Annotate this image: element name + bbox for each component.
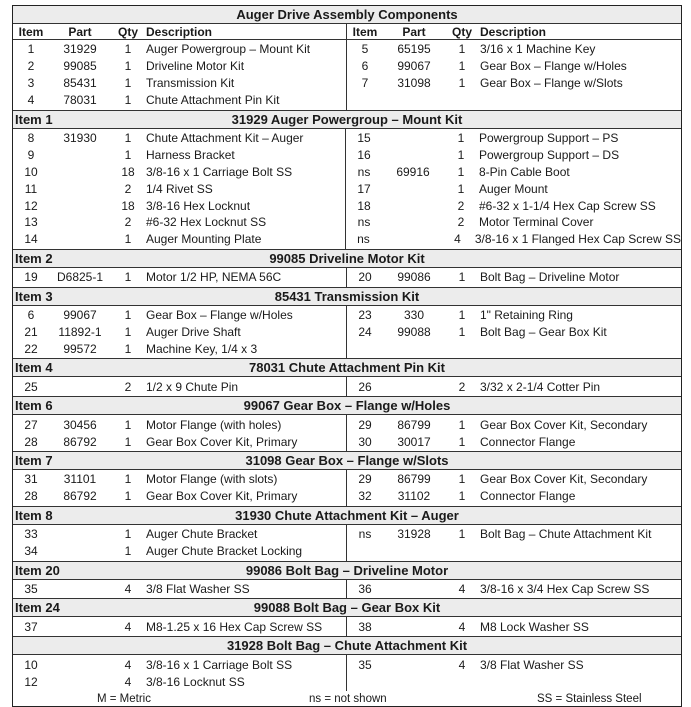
item-number: 6 — [361, 59, 369, 74]
description: 1" Retaining Ring — [480, 308, 573, 323]
item-number: 30 — [358, 434, 372, 449]
section-body — [13, 129, 681, 250]
item-number: ns — [357, 232, 370, 247]
item-number: 33 — [24, 527, 38, 542]
description: Gear Box – Flange w/Slots — [480, 76, 623, 91]
item-number: 11 — [24, 181, 38, 196]
section-right-column — [347, 415, 681, 451]
part-number: 31928 — [397, 527, 431, 542]
quantity: 1 — [457, 164, 465, 179]
section-item-label: Item 24 — [15, 600, 60, 616]
section-item-label: Item 7 — [15, 453, 53, 469]
quantity: 1 — [124, 131, 132, 145]
quantity: 2 — [458, 379, 466, 394]
section-left-column — [13, 525, 347, 561]
section-right-column — [346, 129, 681, 249]
description: 3/8-16 x 3/4 Hex Cap Screw SS — [480, 582, 650, 597]
table-row — [13, 197, 345, 214]
item-number: 28 — [24, 434, 38, 449]
item-number: 25 — [24, 379, 38, 394]
part-number: 65195 — [397, 42, 431, 57]
table-row — [347, 433, 681, 450]
quantity: 1 — [458, 76, 466, 91]
quantity: 4 — [454, 232, 461, 247]
header-part: Part — [68, 24, 92, 39]
part-number: 86799 — [397, 417, 431, 432]
part-number: 30017 — [397, 434, 431, 449]
section-header — [13, 452, 681, 470]
section-right-column — [347, 580, 681, 599]
description: 3/8-16 Locknut SS — [146, 674, 245, 689]
item-number: 38 — [358, 619, 372, 634]
quantity: 2 — [457, 215, 465, 230]
item-number: 15 — [357, 131, 371, 145]
section-header — [13, 599, 681, 617]
part-number: 99572 — [63, 341, 97, 356]
part-number: 31101 — [63, 472, 97, 487]
description: Gear Box Cover Kit, Primary — [146, 489, 298, 504]
legend-stainless: SS = Stainless Steel — [537, 692, 642, 705]
quantity: 2 — [457, 198, 465, 213]
item-number: 16 — [357, 147, 371, 162]
quantity: 1 — [458, 527, 466, 542]
section-body — [13, 617, 681, 637]
item-number: 28 — [24, 489, 38, 504]
section-title: 78031 Chute Attachment Pin Kit — [248, 360, 445, 376]
description: 3/8-16 Hex Locknut — [146, 198, 251, 213]
quantity: 1 — [124, 308, 132, 323]
header-description: Description — [480, 24, 547, 39]
quantity: 4 — [458, 619, 466, 634]
column-header-right — [347, 24, 681, 40]
quantity: 1 — [124, 489, 132, 504]
header-qty: Qty — [117, 24, 138, 39]
description: Gear Box Cover Kit, Secondary — [480, 417, 648, 432]
table-row — [347, 41, 681, 58]
item-number: 9 — [27, 147, 35, 162]
quantity: 1 — [458, 325, 466, 340]
item-number: 12 — [24, 674, 38, 689]
item-number: 23 — [358, 308, 372, 323]
table-row — [13, 324, 346, 341]
section-left-column — [13, 268, 347, 287]
table-row — [13, 340, 346, 357]
description: Auger Mounting Plate — [146, 232, 262, 247]
description: 8-Pin Cable Boot — [479, 164, 570, 179]
description: Bolt Bag – Chute Attachment Kit — [480, 527, 652, 542]
item-number: 36 — [358, 582, 372, 597]
section-header — [13, 288, 681, 306]
item-number: 18 — [357, 198, 371, 213]
section-left-column — [13, 129, 346, 249]
item-number: 35 — [358, 657, 372, 672]
section-title: 99067 Gear Box – Flange w/Holes — [243, 398, 451, 414]
table-row — [13, 269, 346, 286]
part-number: 330 — [403, 308, 425, 323]
item-number: 2 — [27, 59, 35, 74]
item-number: 31 — [24, 472, 38, 487]
section-body — [13, 306, 681, 360]
item-number: 12 — [24, 198, 38, 213]
description: Chute Attachment Pin Kit — [146, 93, 280, 108]
table-row — [13, 41, 346, 58]
section-item-label: Item 8 — [15, 507, 53, 523]
section-title: 99085 Driveline Motor Kit — [269, 250, 425, 266]
description: Gear Box – Flange w/Holes — [480, 59, 627, 74]
table-row — [13, 581, 346, 598]
item-number: 3 — [27, 76, 35, 91]
table-row — [13, 92, 346, 109]
description: Auger Powergroup – Mount Kit — [146, 42, 311, 57]
header-description: Description — [146, 24, 213, 39]
table-row — [347, 324, 681, 341]
part-number: 69916 — [396, 164, 430, 179]
description: 1/2 x 9 Chute Pin — [146, 379, 239, 394]
table-row — [13, 180, 345, 197]
section-right-column — [347, 525, 681, 561]
part-number: 99088 — [397, 325, 431, 340]
item-number: 32 — [358, 489, 372, 504]
quantity: 4 — [124, 674, 132, 689]
legend-not-shown: ns = not shown — [309, 692, 387, 705]
table-row — [346, 197, 681, 214]
part-number: 31929 — [63, 42, 97, 57]
section-right-column — [347, 470, 681, 506]
section-item-label: Item 2 — [15, 250, 53, 266]
description: 1/4 Rivet SS — [146, 181, 213, 196]
table-row — [347, 618, 681, 635]
section-header — [13, 111, 681, 129]
item-number: 26 — [358, 379, 372, 394]
quantity: 1 — [458, 270, 466, 285]
section-item-label: Item 3 — [15, 288, 53, 304]
quantity: 1 — [124, 417, 132, 432]
description: 3/8-16 x 1 Flanged Hex Cap Screw SS — [474, 232, 681, 247]
item-number: 24 — [358, 325, 372, 340]
section-item-label: Item 20 — [15, 562, 60, 578]
quantity: 1 — [458, 472, 466, 487]
header-qty: Qty — [451, 24, 472, 39]
table-row — [13, 130, 345, 147]
table-row — [13, 656, 346, 673]
table-row — [13, 307, 346, 324]
part-number: 99085 — [63, 59, 97, 74]
item-number: 21 — [24, 325, 38, 340]
table-row — [346, 163, 681, 180]
table-row — [13, 416, 346, 433]
description: 3/8 Flat Washer SS — [146, 582, 250, 597]
section-left-column — [13, 415, 347, 451]
section-title: 85431 Transmission Kit — [274, 288, 420, 304]
section-right-column — [347, 655, 681, 691]
description: Auger Drive Shaft — [146, 325, 241, 340]
quantity: 1 — [124, 76, 132, 91]
quantity: 1 — [124, 42, 132, 57]
table-row — [347, 307, 681, 324]
part-number: 86792 — [63, 434, 97, 449]
quantity: 2 — [124, 215, 132, 230]
quantity: 1 — [124, 341, 132, 356]
section-header — [13, 507, 681, 525]
description: Gear Box Cover Kit, Secondary — [480, 472, 648, 487]
quantity: 1 — [124, 93, 132, 108]
description: Bolt Bag – Driveline Motor — [480, 270, 620, 285]
item-number: ns — [357, 215, 371, 230]
header-item: Item — [352, 24, 378, 39]
legend-footer — [13, 691, 681, 706]
part-number: 30456 — [63, 417, 97, 432]
table-row — [13, 488, 346, 505]
section-right-column — [347, 617, 681, 636]
table-row — [347, 378, 681, 395]
item-number: 19 — [24, 270, 38, 285]
table-row — [13, 471, 346, 488]
quantity: 4 — [458, 582, 466, 597]
quantity: 1 — [457, 131, 465, 145]
section-header — [13, 359, 681, 377]
description: Connector Flange — [480, 434, 576, 449]
description: Transmission Kit — [146, 76, 235, 91]
legend-metric: M = Metric — [97, 692, 151, 705]
section-item-label: Item 6 — [15, 398, 53, 414]
part-number: 31098 — [397, 76, 431, 91]
item-number: 4 — [27, 93, 35, 108]
description: Auger Mount — [479, 181, 548, 196]
table-row — [13, 673, 346, 690]
item-number: 13 — [24, 215, 38, 230]
table-row — [347, 526, 681, 543]
description: Motor Flange (with slots) — [146, 472, 278, 487]
description: 3/32 x 2-1/4 Cotter Pin — [480, 379, 601, 394]
section-title: 31928 Bolt Bag – Chute Attachment Kit — [226, 638, 468, 654]
table-title: Auger Drive Assembly Components — [13, 6, 681, 24]
description: M8-1.25 x 16 Hex Cap Screw SS — [146, 619, 323, 634]
description: Bolt Bag – Gear Box Kit — [480, 325, 607, 340]
description: Motor 1/2 HP, NEMA 56C — [146, 270, 282, 285]
description: 3/8-16 x 1 Carriage Bolt SS — [146, 657, 293, 672]
quantity: 2 — [124, 181, 132, 196]
header-item: Item — [18, 24, 44, 39]
item-number: 8 — [27, 131, 35, 145]
quantity: 4 — [124, 657, 132, 672]
quantity: 18 — [121, 164, 135, 179]
description: Connector Flange — [480, 489, 576, 504]
description: Auger Chute Bracket — [146, 527, 258, 542]
item-number: ns — [358, 527, 372, 542]
section-body — [13, 377, 681, 397]
table-row — [13, 618, 346, 635]
table-row — [13, 433, 346, 450]
quantity: 1 — [124, 544, 132, 559]
section-header — [13, 637, 681, 655]
table-row — [13, 146, 345, 163]
item-number: 5 — [361, 42, 369, 57]
section-title: 99086 Bolt Bag – Driveline Motor — [245, 562, 449, 578]
item-number: 14 — [24, 232, 38, 247]
quantity: 1 — [124, 434, 132, 449]
item-number: 29 — [358, 417, 372, 432]
section-item-label: Item 4 — [15, 360, 53, 376]
section-body — [13, 655, 681, 691]
main-components-body — [13, 40, 681, 111]
section-header — [13, 250, 681, 268]
table-row — [346, 146, 681, 163]
column-header-left — [13, 24, 347, 40]
description: Driveline Motor Kit — [146, 59, 245, 74]
table-row — [347, 471, 681, 488]
table-row — [13, 231, 345, 248]
item-number: 20 — [358, 270, 372, 285]
description: 3/16 x 1 Machine Key — [480, 42, 596, 57]
table-row — [13, 58, 346, 75]
section-left-column — [13, 306, 347, 359]
quantity: 1 — [457, 147, 465, 162]
part-number: 99067 — [397, 59, 431, 74]
quantity: 4 — [124, 582, 132, 597]
section-body — [13, 470, 681, 507]
description: Motor Flange (with holes) — [146, 417, 282, 432]
part-number: 78031 — [63, 93, 97, 108]
table-row — [347, 656, 681, 673]
quantity: 1 — [124, 232, 132, 247]
quantity: 1 — [124, 270, 132, 285]
section-title: 99088 Bolt Bag – Gear Box Kit — [253, 600, 441, 616]
item-number: 10 — [24, 657, 38, 672]
section-left-column — [13, 617, 347, 636]
part-number: D6825-1 — [56, 270, 104, 285]
item-number: 27 — [24, 417, 38, 432]
part-number: 31102 — [397, 489, 431, 504]
section-header — [13, 562, 681, 580]
quantity: 4 — [458, 657, 466, 672]
quantity: 1 — [458, 417, 466, 432]
section-left-column — [13, 377, 347, 396]
section-body — [13, 415, 681, 452]
table-row — [346, 130, 681, 147]
header-part: Part — [402, 24, 426, 39]
part-number: 31930 — [63, 131, 97, 145]
section-right-column — [347, 306, 681, 359]
item-number: ns — [357, 164, 371, 179]
section-right-column — [347, 377, 681, 396]
table-row — [13, 378, 346, 395]
table-row — [13, 214, 345, 231]
part-number: 11892-1 — [58, 325, 102, 340]
description: Powergroup Support – PS — [479, 131, 619, 145]
quantity: 1 — [124, 325, 132, 340]
main-components-right — [347, 40, 681, 110]
section-title: 31930 Chute Attachment Kit – Auger — [235, 507, 459, 523]
quantity: 1 — [124, 147, 132, 162]
description: #6-32 Hex Locknut SS — [146, 215, 267, 230]
section-right-column — [347, 268, 681, 287]
item-number: 7 — [361, 76, 369, 91]
table-row — [347, 488, 681, 505]
item-number: 17 — [357, 181, 371, 196]
description: Harness Bracket — [146, 147, 235, 162]
quantity: 1 — [458, 42, 466, 57]
section-body — [13, 268, 681, 288]
section-left-column — [13, 580, 347, 599]
part-number: 86799 — [397, 472, 431, 487]
table-row — [346, 180, 681, 197]
description: Chute Attachment Kit – Auger — [146, 131, 304, 145]
table-row — [346, 214, 681, 231]
quantity: 4 — [124, 619, 132, 634]
quantity: 1 — [124, 472, 132, 487]
section-title: 31929 Auger Powergroup – Mount Kit — [231, 111, 463, 127]
item-number: 37 — [24, 619, 38, 634]
section-header — [13, 397, 681, 415]
table-row — [347, 581, 681, 598]
table-row — [13, 526, 346, 543]
part-number: 86792 — [63, 489, 97, 504]
table-row — [13, 75, 346, 92]
part-number: 99086 — [397, 270, 431, 285]
table-row — [346, 231, 681, 248]
table-row — [347, 58, 681, 75]
description: Gear Box Cover Kit, Primary — [146, 434, 298, 449]
item-number: 6 — [27, 308, 35, 323]
quantity: 1 — [458, 59, 466, 74]
item-number: 1 — [27, 42, 35, 57]
main-components-left — [13, 40, 347, 110]
section-item-label: Item 1 — [15, 111, 53, 127]
section-body — [13, 525, 681, 562]
description: 3/8-16 x 1 Carriage Bolt SS — [146, 164, 293, 179]
item-number: 10 — [24, 164, 38, 179]
description: Machine Key, 1/4 x 3 — [146, 341, 258, 356]
part-number: 85431 — [63, 76, 97, 91]
parts-table — [12, 5, 682, 707]
quantity: 2 — [124, 379, 132, 394]
description: 3/8 Flat Washer SS — [480, 657, 584, 672]
column-header-row — [13, 24, 681, 40]
description: Gear Box – Flange w/Holes — [146, 308, 293, 323]
table-row — [13, 163, 345, 180]
table-row — [347, 75, 681, 92]
description: Auger Chute Bracket Locking — [146, 544, 303, 559]
section-left-column — [13, 655, 347, 691]
quantity: 1 — [457, 181, 465, 196]
item-number: 35 — [24, 582, 38, 597]
item-number: 22 — [24, 341, 38, 356]
quantity: 1 — [124, 59, 132, 74]
table-row — [347, 416, 681, 433]
description: #6-32 x 1-1/4 Hex Cap Screw SS — [479, 198, 656, 213]
kit-sections — [13, 111, 681, 692]
table-row — [347, 269, 681, 286]
section-left-column — [13, 470, 347, 506]
quantity: 1 — [124, 527, 132, 542]
quantity: 1 — [458, 308, 466, 323]
quantity: 18 — [121, 198, 135, 213]
description: Motor Terminal Cover — [479, 215, 594, 230]
quantity: 1 — [458, 489, 466, 504]
item-number: 34 — [24, 544, 38, 559]
table-row — [13, 543, 346, 560]
quantity: 1 — [458, 434, 466, 449]
item-number: 29 — [358, 472, 372, 487]
section-body — [13, 580, 681, 600]
description: Powergroup Support – DS — [479, 147, 620, 162]
section-title: 31098 Gear Box – Flange w/Slots — [245, 453, 449, 469]
description: M8 Lock Washer SS — [480, 619, 589, 634]
part-number: 99067 — [63, 308, 97, 323]
